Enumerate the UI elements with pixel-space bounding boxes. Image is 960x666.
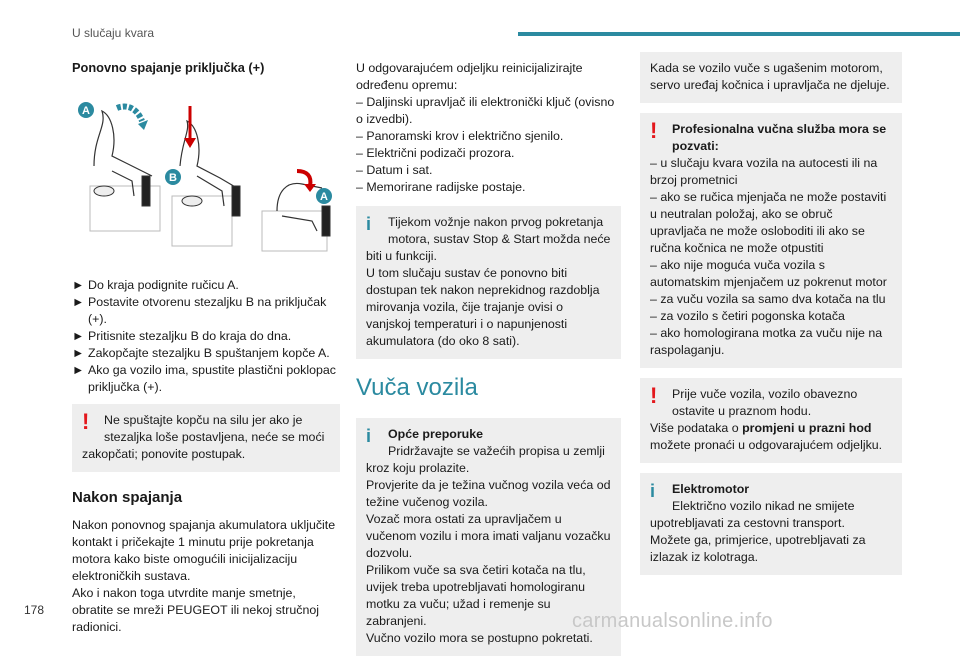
arrow-right-icon: ► xyxy=(72,363,85,377)
list-item: – ako se ručica mjenjača ne može postaviti u neutralan položaj, ako se obruč upravljača ne može osloboditi ili ako se ručna kočnica ne može otpustiti xyxy=(650,190,887,255)
step-item: ► Do kraja podignite ručicu A. xyxy=(72,278,239,292)
step-item: ► Ako ga vozilo ima, spustite plastični poklopac priključka (+). xyxy=(72,363,336,394)
list-item: – za vozilo s četiri pogonska kotača xyxy=(650,309,845,323)
column-2 xyxy=(356,60,621,666)
exclamation-icon: ! xyxy=(650,118,658,143)
battery-clamp-illustration xyxy=(72,96,340,256)
label-b-text: B xyxy=(169,172,177,184)
warning-box-professional-towing xyxy=(640,113,902,368)
step-item: ► Pritisnite stezaljku B do kraja do dna. xyxy=(72,329,292,343)
info-i-icon: i xyxy=(650,481,656,501)
reconnect-heading: Ponovno spajanje priključka (+) xyxy=(72,60,265,75)
column-3 xyxy=(640,52,902,585)
info-i-icon: i xyxy=(366,214,372,234)
warning-box-neutral: ! Prije vuče vozila, vozilo obavezno ostavite u praznom hodu. Više podataka o promjeni u prazni hod možete pronaći u odgovarajućem odjeljku. xyxy=(640,378,902,463)
label-a-text-2: A xyxy=(320,191,328,203)
warning-box-clamp: ! Ne spuštajte kopču na silu jer ako je stezaljka loše postavljena, neće se moći zakopčati; ponovite postupak. xyxy=(72,404,340,472)
arrow-right-icon: ► xyxy=(72,329,85,343)
info-box-stop-start: i Tijekom vožnje nakon prvog pokretanja motora, sustav Stop & Start možda neće biti u funkciji. U tom slučaju sustav će ponovno biti dostupan tek nakon neprekidnog razdoblja mirovanja vozila, čije trajanje ovisi o vanjskoj temperaturi i o napunjenosti akumulatora (do oko 8 sati). xyxy=(356,206,621,359)
list-item: – ako homologirana motka za vuču nije na raspolaganju. xyxy=(650,326,883,357)
after-connection-heading: Nakon spajanja xyxy=(72,489,183,506)
column-1 xyxy=(72,60,340,636)
arrow-right-icon: ► xyxy=(72,346,85,360)
towing-section-title: Vuča vozila xyxy=(356,374,478,401)
after-connection-text-1: Nakon ponovnog spajanja akumulatora uključite kontakt i pričekajte 1 minutu prije pokretanja motora kako biste omogućili inicijalizaciju elektroničkih sustava. xyxy=(72,518,336,583)
professional-towing-title: Profesionalna vučna služba mora se pozvati: xyxy=(672,122,887,153)
list-item: – Daljinski upravljač ili elektronički ključ (ovisno o izvedbi). xyxy=(356,95,615,126)
info-i-icon: i xyxy=(366,426,372,446)
header-title: U slučaju kvara xyxy=(72,26,155,40)
exclamation-icon: ! xyxy=(82,409,90,434)
steps-list xyxy=(72,277,340,396)
list-item: – za vuču vozila sa samo dva kotača na tlu xyxy=(650,292,886,306)
after-connection-text-2: Ako i nakon toga utvrdite manje smetnje, obratite se mreži PEUGEOT ili nekoj stručnoj radionici. xyxy=(72,586,319,634)
page-number: 178 xyxy=(24,603,45,617)
arrow-right-icon: ► xyxy=(72,295,85,309)
header-bar xyxy=(518,32,960,36)
label-a-text-1: A xyxy=(82,105,90,117)
arrow-right-icon: ► xyxy=(72,278,85,292)
info-box-general-recommendations: i Opće preporuke Pridržavajte se važećih propisa u zemlji kroz koju prolazite. Provjerite da je težina vučnog vozila veća od težine vučenog vozila. Vozač mora ostati za upravljačem u vučenom vozilu i mora imati valjanu vozačku dozvolu. Prilikom vuče sa sva četiri kotača na tlu, uvijek treba upotrebljavati homologiranu motku za vuču; užad i remenje su zabranjeni. Vučno vozilo mora se postupno pokretati. xyxy=(356,418,621,656)
list-item: – Električni podizači prozora. xyxy=(356,146,515,160)
list-item: – u slučaju kvara vozila na autocesti ili na brzoj prometnici xyxy=(650,156,878,187)
list-item: – ako nije moguća vuča vozila s automatskim mjenjačem uz pokrenut motor xyxy=(650,258,887,289)
step-item: ► Zakopčajte stezaljku B spuštanjem kopče A. xyxy=(72,346,330,360)
reinit-intro: U odgovarajućem odjeljku reinicijalizirajte određenu opremu: xyxy=(356,61,583,92)
list-item: – Panoramski krov i električno sjenilo. xyxy=(356,129,564,143)
general-recommendations-title: Opće preporuke xyxy=(388,427,484,441)
info-box-electric-motor: i Elektromotor Električno vozilo nikad ne smijete upotrebljavati za cestovni transport. Možete ga, primjerice, upotrebljavati za izlazak iz kolotraga. xyxy=(640,473,902,575)
watermark: carmanualsonline.info xyxy=(572,610,773,632)
electric-motor-title: Elektromotor xyxy=(672,482,750,496)
step-item: ► Postavite otvorenu stezaljku B na priključak (+). xyxy=(72,295,327,326)
exclamation-icon: ! xyxy=(650,383,658,408)
list-item: – Memorirane radijske postaje. xyxy=(356,180,526,194)
list-item: – Datum i sat. xyxy=(356,163,433,177)
note-box-servo: Kada se vozilo vuče s ugašenim motorom, servo uređaj kočnica i upravljača ne djeluje. xyxy=(640,52,902,103)
